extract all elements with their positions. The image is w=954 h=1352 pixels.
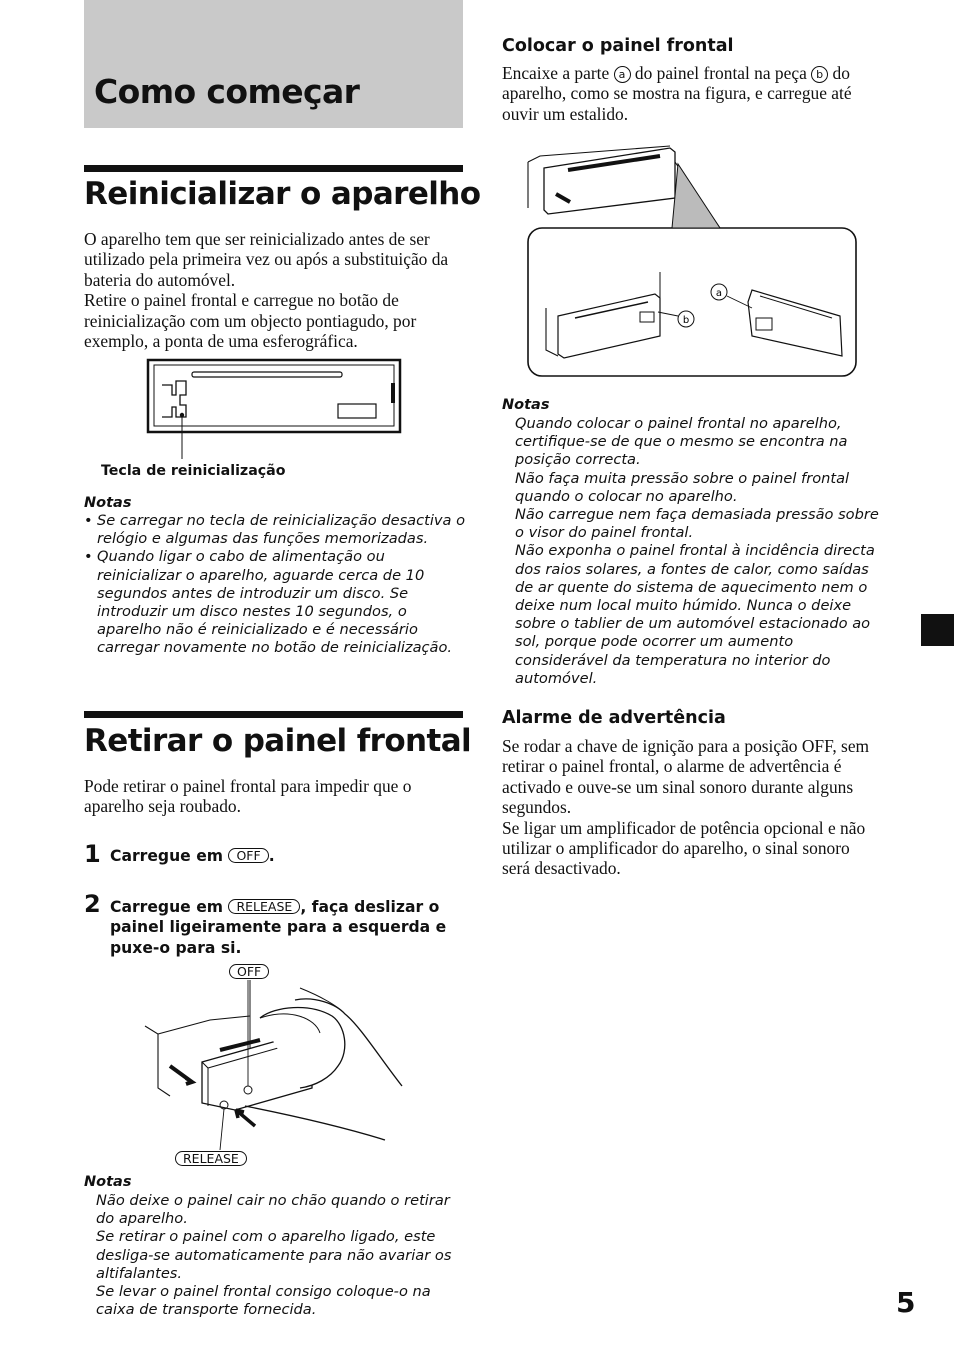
step-1-text: Carregue em OFF . xyxy=(110,847,275,865)
release-key: RELEASE xyxy=(228,899,300,914)
alarm-heading: Alarme de advertência xyxy=(502,708,726,728)
attach-note-2: Não faça muita pressão sobre o painel frontal quando o colocar no aparelho. xyxy=(515,469,850,505)
step-1-number: 1 xyxy=(84,840,101,868)
side-tab-marker xyxy=(921,614,954,646)
step-2-number: 2 xyxy=(84,890,101,918)
remove-heading: Retirar o painel frontal xyxy=(84,723,472,759)
mark-a: a xyxy=(614,66,631,83)
mark-b: b xyxy=(811,66,828,83)
attach-notes xyxy=(515,415,890,688)
attach-heading: Colocar o painel frontal xyxy=(502,36,734,56)
section-rule xyxy=(84,711,463,718)
remove-note-2: Se retirar o painel com o aparelho ligado, este desliga-se automaticamente para não avariar os altifalantes. xyxy=(96,1228,452,1282)
fig-off-label: OFF xyxy=(229,964,269,982)
attach-notes-title: Notas xyxy=(502,397,550,413)
svg-text:a: a xyxy=(715,288,723,299)
remove-note-3: Se levar o painel frontal consigo coloque-o na caixa de transporte fornecida. xyxy=(96,1283,431,1319)
page-title: Como começar xyxy=(94,72,360,111)
remove-panel-figure xyxy=(140,978,410,1153)
remove-notes-title: Notas xyxy=(84,1174,132,1190)
alarm-paragraph-2: Se ligar um amplificador de potência opcional e não utilizar o amplificador do aparelho, o sinal sonoro será desactivado. xyxy=(502,817,866,879)
reset-notes-title: Notas xyxy=(84,495,132,511)
remove-note-1: Não deixe o painel cair no chão quando o retirar do aparelho. xyxy=(96,1192,450,1228)
attach-note-3: Não carregue nem faça demasiada pressão sobre o visor do painel frontal. xyxy=(515,506,879,542)
reset-note-2: • Quando ligar o cabo de alimentação ou reinicializar o aparelho, aguarde cerca de 10 segundos antes de introduzir um disco. Se introduzir um disco nestes 10 segundos, o aparelho não é reinicializado e é necessário carregar novamente no botão de reinicialização. xyxy=(84,548,453,657)
attach-note-1: Quando colocar o painel frontal no aparelho, certifique-se de que o mesmo se encontra na posição correcta. xyxy=(515,415,848,469)
alarm-paragraph-1: Se rodar a chave de ignição para a posição OFF, sem retirar o painel frontal, o alarme de advertência é activado e ouve-se um sinal sonoro durante alguns segundos. xyxy=(502,736,870,818)
attach-note-4: Não exponha o painel frontal à incidência directa dos raios solares, a fontes de calor, como saídas de ar quente do sistema de aquecimento nem o deixe num local muito húmido. Nunca o deixe sobre o tablier de um automóvel estacionado ao sol, porque pode ocorrer um aumento considerável da temperatura no interior do automóvel. xyxy=(515,542,875,687)
alarm-body xyxy=(502,736,882,879)
reset-paragraph-1: O aparelho tem que ser reinicializado antes de ser utilizado pela primeira vez ou após a substituição da bateria do automóvel. xyxy=(84,229,449,290)
reset-notes xyxy=(84,512,468,658)
reset-heading: Reinicializar o aparelho xyxy=(84,176,481,212)
reset-paragraph-2: Retire o painel frontal e carregue no botão de reinicialização com um objecto pontiagudo, por exemplo, a ponta de uma esferográfica. xyxy=(84,290,417,352)
fig-release-label: RELEASE xyxy=(175,1151,247,1169)
reset-note-1: • Se carregar no tecla de reinicialização desactiva o relógio e algumas das funções memorizadas. xyxy=(84,512,466,548)
remove-notes xyxy=(96,1192,466,1319)
page-number: 5 xyxy=(896,1286,916,1319)
reset-button-label: Tecla de reinicialização xyxy=(101,463,286,479)
attach-body: Encaixe a parte a do painel frontal na peça b do aparelho, como se mostra na figura, e carregue até ouvir um estalido. xyxy=(502,63,852,124)
reset-button-figure xyxy=(140,355,410,465)
step-2-text: Carregue em RELEASE , faça deslizar o painel ligeiramente para a esquerda e puxe-o para si. xyxy=(110,898,447,957)
reset-body xyxy=(84,229,464,351)
remove-intro: Pode retirar o painel frontal para impedir que o aparelho seja roubado. xyxy=(84,776,412,817)
off-key: OFF xyxy=(228,848,268,863)
svg-text:b: b xyxy=(682,315,690,326)
attach-panel-figure xyxy=(520,140,865,380)
section-rule xyxy=(84,165,463,172)
